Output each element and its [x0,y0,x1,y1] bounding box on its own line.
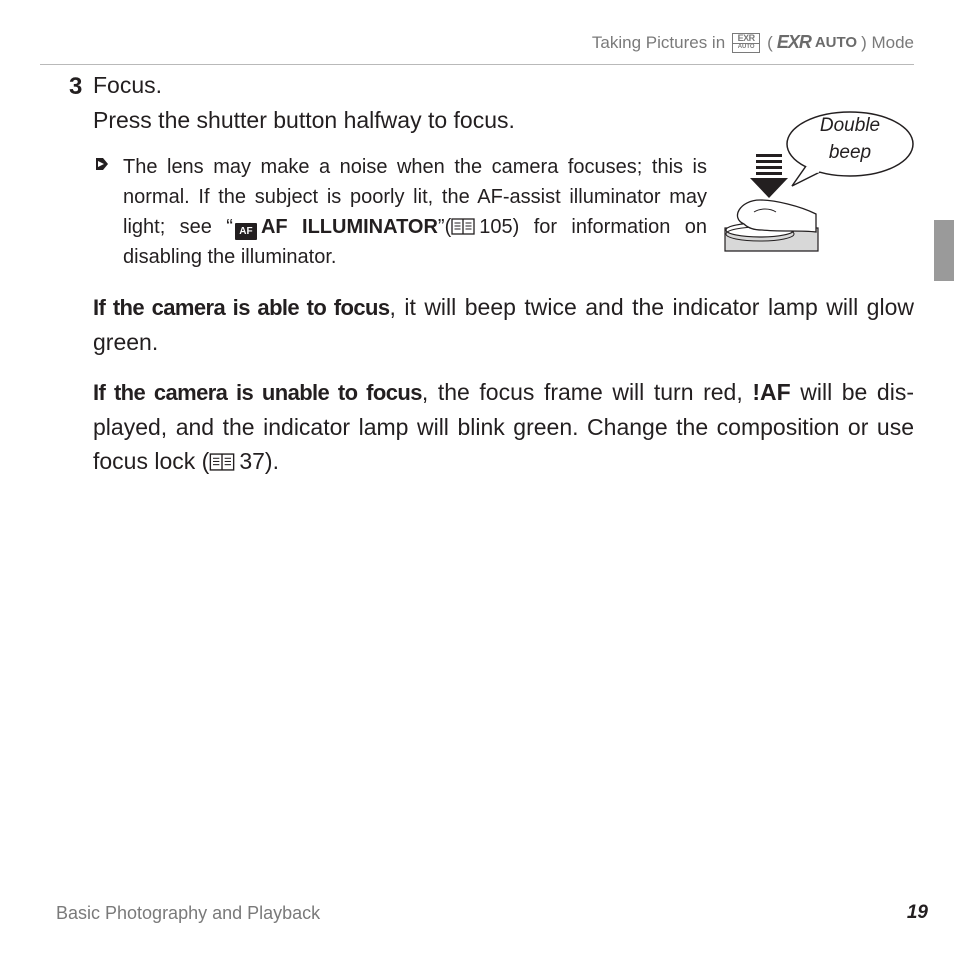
book-reference-icon [451,218,475,235]
note-pencil-icon [95,157,109,171]
exr-auto-mode-icon: EXR AUTO [732,33,760,53]
note-block [95,152,707,272]
header-prefix: Taking Pictures in [591,32,726,52]
header-suffix: ) Mode [861,32,914,52]
header-auto-word: AUTO [814,34,858,51]
book-reference-icon [209,453,235,471]
bubble-text-line1: Double [819,115,881,136]
header-open-paren: ( [767,32,773,52]
double-beep-bubble [787,112,913,186]
press-down-arrow-icon [750,154,788,198]
step-title: Focus. [93,72,163,98]
header-title [592,32,914,53]
page-number: 19 [906,902,928,923]
af-illuminator-menu-item: AF ILLUMINATOR [260,216,438,238]
unable-to-focus-lead: If the camera is unable to focus [93,380,422,405]
exr-logo-icon: EXR [776,32,811,52]
unable-to-focus-paragraph: If the camera is unable to focus, the focus frame will turn red, !AF will be dis-played, and the indicator lamp will blink green. Change the composition or use focus lock ( 37). [93,379,914,474]
af-warning-icon: !AF [752,379,791,405]
shutter-half-press-illustration [720,108,920,258]
step-number: 3 [69,73,83,100]
bubble-text-line2: beep [828,142,872,163]
able-to-focus-lead: If the camera is able to focus [93,295,390,320]
step-description: Press the shutter button halfway to focus. [93,107,515,133]
able-to-focus-paragraph: If the camera is able to focus, it will beep twice and the indicator lamp will glow green. [93,294,914,355]
finger-icon [737,200,816,232]
page-header [40,28,914,65]
af-illuminator-icon: AF [235,223,257,240]
footer-section-title: Basic Photography and Playback [56,903,321,923]
chapter-thumb-tab [934,220,954,281]
note-text: The lens may make a noise when the camera focuses; this is normal. If the subject is poorly lit, the AF-assist illuminator may light; see “ AF AF ILLUMINATOR”( 105) for information on disabling the illuminator. [123,156,708,268]
